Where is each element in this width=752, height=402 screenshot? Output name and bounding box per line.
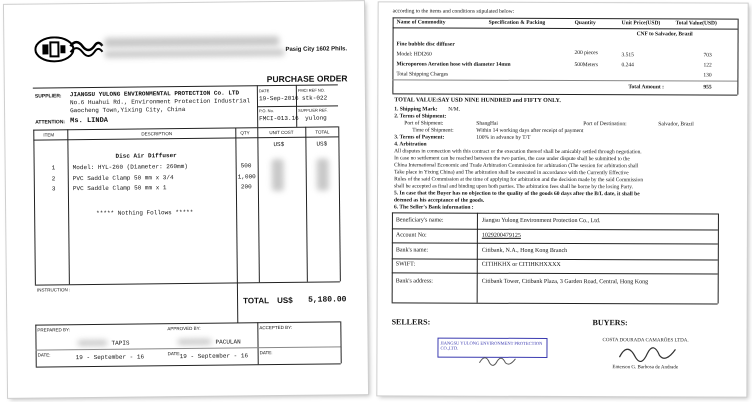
row-commodity-3: Microporous Aeration hose with diameter 14mm bbox=[396, 61, 511, 68]
row2-qty: 1,000 bbox=[237, 173, 256, 181]
prepared-by-name: TAPIS bbox=[111, 339, 130, 347]
row2-quantity: 200 pieces bbox=[574, 50, 598, 57]
approved-date: 19 - September - 16 bbox=[179, 352, 249, 361]
clause5-line1: 5. In case that the Buyer has no objection to the quality of the goods 60 days after the B/L date, it shall be bbox=[394, 190, 640, 198]
arbitration-line: Take place in Yixing China) and The arbitration shall be executed in accordance with the Currently Effective bbox=[394, 169, 629, 177]
arbitration-line: All disputes in connection with this contract or the execution thereof shall be amicably settled through negotiation. bbox=[394, 148, 642, 156]
arbitration-label: 4. Arbitration bbox=[394, 141, 427, 148]
bank-value-account: 1029200479125 bbox=[481, 232, 521, 239]
col-total-value: Total Value(USD) bbox=[675, 20, 717, 27]
buyer-signatory: Emerson G. Barbosa de Andrade bbox=[612, 365, 679, 371]
redacted-totals bbox=[317, 159, 329, 191]
supplier-ref-label: SUPPLIER REF. bbox=[298, 107, 328, 113]
shipping-mark-label: 1. Shipping Mark: bbox=[394, 106, 438, 113]
seller-signature bbox=[477, 353, 517, 367]
attention-value: Ms. LINDA bbox=[70, 116, 109, 126]
address-tail: Pasig City 1602 Phils. bbox=[285, 46, 348, 53]
bank-heading: 6. The Seller's Bank information : bbox=[393, 204, 474, 211]
row3-item: 3 bbox=[51, 185, 56, 193]
date-value: 19-Sep-2016 bbox=[258, 94, 299, 103]
total-value-words: TOTAL VALUE:SAY USD NINE HUNDRED and FIFTY ONLY. bbox=[394, 97, 561, 104]
company-logo bbox=[34, 36, 104, 63]
approved-date-label: DATE: bbox=[167, 351, 181, 357]
arbitration-line: In case no settlement can be reached between the two parties, the case under dispute shall be submitted to the bbox=[394, 155, 630, 163]
bank-value-address: Citibank Tower, Citibank Plaza, 3 Garden Road, Central, Hong Kong bbox=[481, 278, 649, 286]
seller-stamp-text: JIANGSU YULONG ENVIRONMENT PROTECTION CO.,LTD. bbox=[440, 340, 543, 351]
redacted-company-name bbox=[104, 36, 279, 48]
row3-description: PVC Saddle Clamp 50 mm x 1 bbox=[72, 184, 167, 193]
prepared-date-label: DATE: bbox=[37, 352, 51, 358]
instruction-label: INSTRUCTION : bbox=[36, 287, 71, 293]
total-currency: US$ bbox=[316, 140, 328, 148]
time-shipment-label: Time of Shipment: bbox=[412, 127, 454, 134]
unit-cost-currency: US$ bbox=[273, 140, 285, 149]
buyer-signature bbox=[617, 343, 677, 365]
redacted-address bbox=[104, 49, 284, 58]
port-destination-label: Port of Destination: bbox=[583, 121, 627, 128]
bank-label-swift: SWIFT: bbox=[395, 261, 416, 268]
row1-item: 1 bbox=[51, 164, 56, 172]
col-unit-price: Unit Price(USD) bbox=[621, 20, 661, 27]
bank-label-beneficiary: Beneficiary's name: bbox=[395, 217, 444, 224]
row-commodity-2: Model: HDI260 bbox=[396, 51, 432, 58]
terms-shipment-label: 2. Terms of Shipment: bbox=[394, 113, 447, 120]
bank-label-address: Bank's address: bbox=[395, 278, 433, 285]
attention-label: ATTENTION: bbox=[35, 119, 66, 126]
total-amount-value: 955 bbox=[703, 84, 712, 91]
redacted-unit-costs bbox=[272, 159, 284, 191]
row2-item: 2 bbox=[51, 175, 56, 183]
redacted-preparer bbox=[77, 340, 107, 346]
row-commodity-4: Total Shipping Charges bbox=[396, 71, 449, 78]
contract-intro: according to the items and conditions stipulated below: bbox=[392, 8, 515, 15]
supplier-address-line2: Gaocheng Town,Yixing City, China bbox=[70, 106, 186, 115]
col-unit-cost: UNIT COST bbox=[269, 129, 294, 136]
sellers-label: SELLERS: bbox=[391, 317, 431, 327]
col-spec: Specification & Packing bbox=[488, 19, 546, 26]
row3-qty: 200 bbox=[240, 183, 252, 191]
buyers-label: BUYERS: bbox=[592, 318, 628, 328]
col-qty: QTY bbox=[240, 130, 250, 136]
row3-total: 122 bbox=[703, 62, 712, 69]
total-label: TOTAL bbox=[243, 296, 270, 306]
row3-quantity: 500Meters bbox=[574, 62, 599, 69]
buyer-stamp-text: COSTA DOURADA CAMARÕES LTDA. bbox=[602, 338, 689, 344]
section-heading: Disc Air Diffuser bbox=[115, 152, 177, 160]
port-destination-value: Salvador, Brazil bbox=[658, 121, 694, 128]
bank-label-bank-name: Bank's name: bbox=[395, 247, 429, 254]
row-commodity-1: Fine bubble disc diffuser bbox=[396, 41, 455, 48]
prepared-by-label: PREPARED BY: bbox=[37, 327, 71, 333]
fmci-ref-label: FMCI REF NO. bbox=[297, 87, 325, 93]
row2-description: PVC Saddle Clamp 50 mm x 3/4 bbox=[72, 174, 174, 183]
col-quantity: Quantity bbox=[574, 20, 596, 27]
purchase-order-document bbox=[4, 1, 368, 398]
arbitration-line: shall be accepted as final and binding upon both parties. The arbitration fees shall be borne by the losing Party. bbox=[394, 183, 633, 191]
bank-label-account: Account No: bbox=[395, 232, 427, 239]
col-item: ITEM bbox=[43, 132, 55, 138]
supplier-label: SUPPLIER: bbox=[34, 93, 62, 100]
row4-total: 130 bbox=[703, 72, 712, 79]
arbitration-line: China International Economic and Trade Arbitration Commission for arbitration (The session for arbitration shall bbox=[394, 162, 639, 170]
approved-by-name: PACULAN bbox=[215, 338, 241, 346]
row2-total: 703 bbox=[703, 52, 712, 59]
col-commodity: Name of Commodity bbox=[396, 19, 446, 26]
payment-value: 100% in advance by T/T bbox=[476, 134, 531, 141]
bank-value-bank-name: Citibank, N.A., Hong Kong Branch bbox=[481, 247, 568, 255]
total-amount-label: Total Amount : bbox=[628, 84, 664, 91]
supplier-ref-value: yulong bbox=[305, 114, 327, 122]
bank-value-beneficiary: Jiangsu Yulong Environment Protection Co., Ltd. bbox=[481, 217, 601, 225]
accepted-date-label: DATE: bbox=[259, 350, 273, 356]
col-description: DESCRIPTION bbox=[141, 131, 173, 137]
approved-by-label: APPROVED BY: bbox=[167, 325, 201, 332]
accepted-by-label: ACCEPTED BY: bbox=[259, 324, 293, 331]
supplier-address-line1: No.6 Huahui Rd., Environment Protection Industrial bbox=[69, 97, 251, 107]
bank-value-swift: CITIHKHX or CITIHKHXXXX bbox=[481, 261, 561, 268]
sales-contract-document bbox=[377, 2, 747, 396]
po-number-value: FMCI-013.16 bbox=[259, 114, 299, 123]
row1-qty: 500 bbox=[240, 162, 252, 170]
shipping-mark-value: N/M. bbox=[448, 106, 461, 113]
row1-description: Model: HYL-260 (Diameter: 260mm) bbox=[72, 162, 188, 172]
prepared-date: 19 - September - 16 bbox=[75, 353, 145, 362]
supplier-name: JIANGSU YULONG ENVIRONMENTAL PROTECTION Co. LTD bbox=[69, 89, 240, 99]
payment-label: 3. Terms of Payment: bbox=[394, 134, 445, 141]
port-shipment-label: Port of Shipment: bbox=[404, 120, 444, 127]
row2-unit-price: 3.515 bbox=[621, 52, 634, 59]
col-total: TOTAL bbox=[315, 129, 330, 135]
po-title: PURCHASE ORDER bbox=[266, 73, 348, 85]
total-value: 5,180.00 bbox=[308, 295, 347, 305]
time-shipment-value: Within 14 working days after receipt of payment bbox=[476, 127, 584, 135]
arbitration-line: Rules of the said Commission at the time of applying for arbitration and the decision made by the said Commission bbox=[394, 176, 644, 184]
row3-unit-price: 0.244 bbox=[621, 62, 634, 69]
redacted-approver bbox=[177, 339, 211, 345]
date-label: DATE bbox=[258, 88, 270, 94]
cnf-terms: CNF to Salvador, Brazil bbox=[636, 31, 693, 38]
nothing-follows: ***** Nothing Follows ***** bbox=[96, 208, 194, 217]
total-currency-label: US$ bbox=[277, 295, 293, 306]
port-shipment-value: ShangHai bbox=[476, 120, 498, 127]
po-number-label: P.O. No. bbox=[259, 108, 274, 114]
fmci-ref-value: stk-022 bbox=[301, 94, 328, 102]
clause5-line2: deemed as his acceptance of the goods. bbox=[393, 197, 485, 204]
